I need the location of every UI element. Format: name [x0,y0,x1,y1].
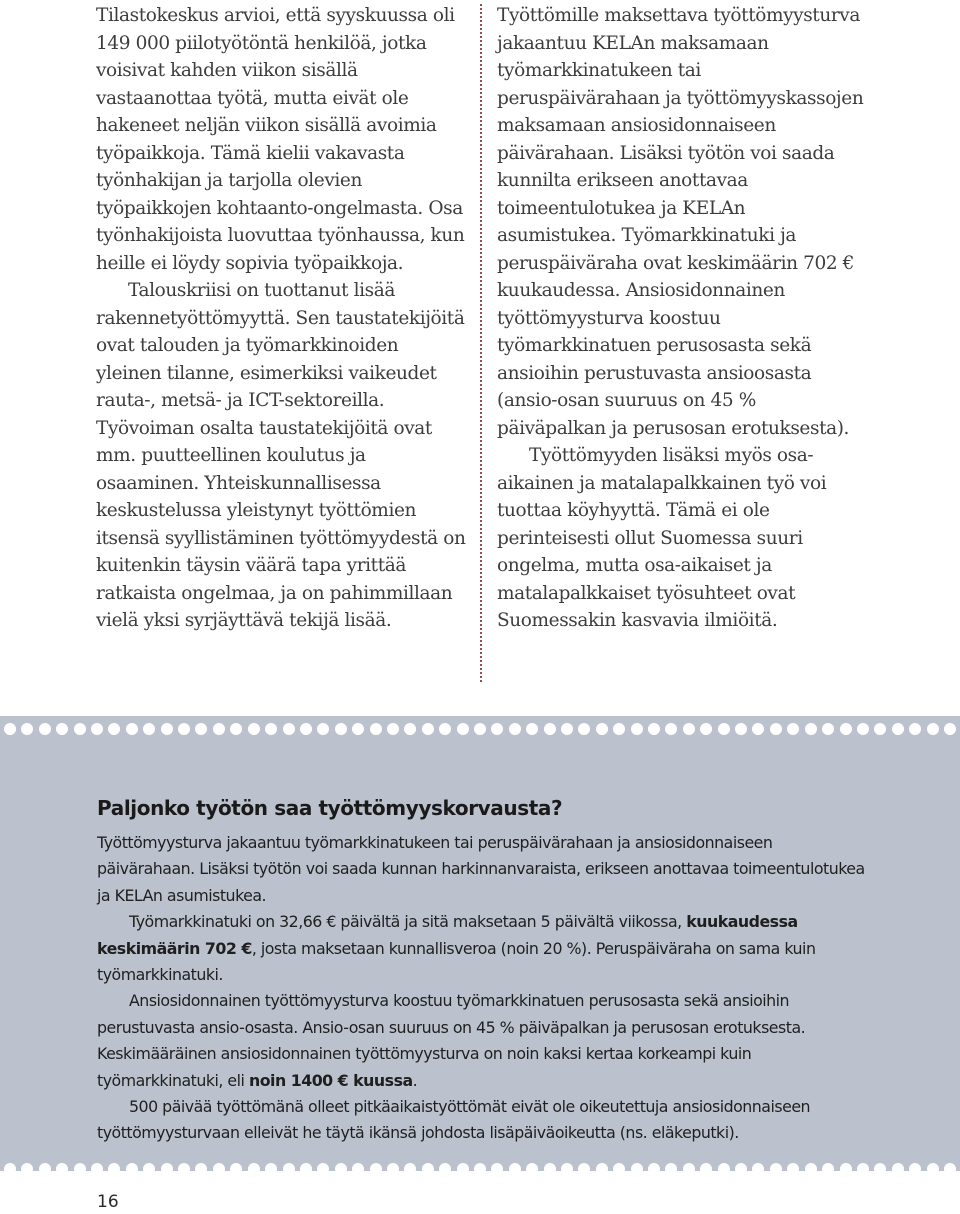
perforation-dot [4,723,16,735]
perforation-dot [927,1163,939,1175]
perforation-dot [178,723,190,735]
perforation-dot [665,723,677,735]
right-paragraph-2: Työttömyyden lisäksi myös osa-aikainen ja matalapalkkainen työ voi tuottaa köyhyyttä. Tämä ei ole perinteisesti ollut Suomessa suuri ongelma, mutta osa-aikaiset ja matalapalkkaiset työsuhteet ovat Suomessakin kasvavia ilmiöitä. [497,445,827,631]
perforation-dot [735,1163,747,1175]
box-paragraph-3 [97,988,867,1094]
perforation-dot [422,1163,434,1175]
perforation-dot [161,723,173,735]
left-paragraph-1: Tilastokeskus arvioi, että syyskuussa oli 149 000 piilotyötöntä henkilöä, jotka voisivat kahden viikon sisällä vastaanottaa työtä, mutta eivät ole hakeneet neljän viikon sisällä avoimia työpaikkoja. Tämä kielii vakavasta työnhakijan ja tarjolla olevien työpaikkojen kohtaanto-ongelmasta. Osa työnhakijoista luovuttaa työnhaussa, kun heille ei löydy sopivia työpaikkoja. [96,5,465,274]
perforation-dot [944,723,956,735]
perforation-dot [544,723,556,735]
perforation-dot [370,723,382,735]
box-body [97,830,867,1147]
perforation-dot [248,723,260,735]
perforation-dot [613,723,625,735]
perforation-dot [787,1163,799,1175]
perforation-dot [526,723,538,735]
perforation-dot [195,1163,207,1175]
perforation-dot [39,723,51,735]
perforation-dot [509,1163,521,1175]
right-paragraph-1: Työttömille maksettava työttömyysturva jakaantuu KELAn maksamaan työmarkkinatukeen tai peruspäivärahaan ja työttömyyskassojen maksamaan ansiosidonnaiseen päivärahaan. Lisäksi työtön voi saada kunnilta erikseen anottavaa toimeentulotukea ja KELAn asumistukea. Työmarkkinatuki ja peruspäiväraha ovat keskimäärin 702 € kuukaudessa. Ansiosidonnainen työttömyysturva koostuu työmarkkinatuen perusosasta sekä ansioihin perustuvasta ansioosasta (ansio-osan suuruus on 45 % päiväpalkan ja perusosan erotuksesta). [497,5,864,439]
perforation-dot [927,723,939,735]
perforation-dot [613,1163,625,1175]
perforation-dot [230,1163,242,1175]
perforation-dot [491,1163,503,1175]
perforation-dot [509,723,521,735]
perforation-dot [370,1163,382,1175]
perforation-dot [892,723,904,735]
perforation-dot [161,1163,173,1175]
perforation-dot [857,723,869,735]
perforation-dot [126,1163,138,1175]
perforation-dot [265,723,277,735]
perforation-dot [230,723,242,735]
box-p2-text-a: Työmarkkinatuki on 32,66 € päivältä ja sitä maksetaan 5 päivältä viikossa, [129,912,687,932]
perforation-dot [195,723,207,735]
perforation-dot [735,723,747,735]
perforation-dot [683,1163,695,1175]
perforation-dot [752,1163,764,1175]
perforation-dot [752,723,764,735]
perforation-dot [491,723,503,735]
perforation-dot [561,1163,573,1175]
perforation-dot [718,1163,730,1175]
perforation-dot [4,1163,16,1175]
perforation-dot [21,723,33,735]
perforation-dot [770,1163,782,1175]
box-p3-text-a: Ansiosidonnainen työttömyysturva koostuu työmarkkinatuen perusosasta sekä ansioihin perustuvasta ansio-osasta. Ansio-osan suuruus on 45 % päiväpalkan ja perusosan erotuksesta. Keskimääräinen ansiosidonnainen työttömyysturva on noin kaksi kertaa korkeampi kuin työmarkkinatuki, eli [97,991,806,1090]
perforation-dot [404,723,416,735]
perforation-dot [317,723,329,735]
perforation-dot [248,1163,260,1175]
perforation-dot [874,1163,886,1175]
perforation-dot [770,723,782,735]
box-paragraph-4: 500 päivää työttömänä olleet pitkäaikaistyöttömät eivät ole oikeutettuja ansiosidonnaiseen työttömyysturvaan elleivät he täytä ikänsä johdosta lisäpäiväoikeutta (ns. eläkeputki). [97,1097,811,1143]
perforation-dot [335,1163,347,1175]
perforation-dot [352,723,364,735]
perforation-dot [909,1163,921,1175]
perforation-dot [439,723,451,735]
perforation-dot [526,1163,538,1175]
perforation-dot [578,1163,590,1175]
perforation-dot [56,723,68,735]
perforation-dot [596,723,608,735]
left-column [96,2,468,635]
perforation-dot [631,723,643,735]
perforation-dot [21,1163,33,1175]
right-column [497,2,869,635]
perforation-dot [74,723,86,735]
perforation-dot [143,723,155,735]
perforation-dot [457,723,469,735]
perforation-dot [857,1163,869,1175]
perforation-dot [387,1163,399,1175]
perforation-dot [39,1163,51,1175]
box-p3-text-b: . [412,1070,418,1090]
perforation-dot [300,1163,312,1175]
perforation-dot [805,723,817,735]
perforation-dot [665,1163,677,1175]
perforation-dot [631,1163,643,1175]
perforation-dot [74,1163,86,1175]
perforation-dot [317,1163,329,1175]
perforation-dot [700,1163,712,1175]
box-title: Paljonko työtön saa työttömyyskorvausta? [97,796,563,820]
perforation-dot [700,723,712,735]
box-p2-bold: kuukaudessa keskimäärin 702 € [97,912,798,958]
perforation-dot [283,723,295,735]
perforation-dot [178,1163,190,1175]
perforation-dot [283,1163,295,1175]
perforation-dot [683,723,695,735]
perforation-dot [91,1163,103,1175]
perforation-dot [213,1163,225,1175]
perforation-dot [578,723,590,735]
page-number: 16 [97,1192,119,1212]
perforation-dot [596,1163,608,1175]
perforation-dot [143,1163,155,1175]
left-paragraph-2: Talouskriisi on tuottanut lisää rakennetyöttömyyttä. Sen taustatekijöitä ovat talouden ja työmarkkinoiden yleinen tilanne, esimerkiksi vaikeudet rauta-, metsä- ja ICT-sektoreilla. Työvoiman osalta taustatekijöitä ovat mm. puutteellinen koulutus ja osaaminen. Yhteiskunnallisessa keskustelussa yleistynyt työttömien itsensä syyllistäminen työttömyydestä on kuitenkin täysin väärä tapa yrittää ratkaista ongelmaa, ja on pahimmillaan vielä yksi syrjäyttävä tekijä lisää. [96,280,466,631]
perforation-dot [91,723,103,735]
perforation-dot [874,723,886,735]
perforation-dot [56,1163,68,1175]
perforation-dot [561,723,573,735]
box-bottom-perforation [0,1162,960,1176]
perforation-dot [265,1163,277,1175]
perforation-dot [840,1163,852,1175]
perforation-dot [457,1163,469,1175]
perforation-dot [404,1163,416,1175]
box-p3-bold: noin 1400 € kuussa [248,1070,413,1090]
box-top-perforation [0,722,960,736]
perforation-dot [648,723,660,735]
perforation-dot [840,723,852,735]
perforation-dot [805,1163,817,1175]
perforation-dot [422,723,434,735]
perforation-dot [787,723,799,735]
box-paragraph-2 [97,909,867,988]
perforation-dot [474,723,486,735]
perforation-dot [439,1163,451,1175]
perforation-dot [387,723,399,735]
perforation-dot [474,1163,486,1175]
box-p2-text-b: , josta maksetaan kunnallisveroa (noin 20 %). Peruspäiväraha on sama kuin työmarkkinatuki. [97,938,816,985]
perforation-dot [822,1163,834,1175]
perforation-dot [822,723,834,735]
perforation-dot [335,723,347,735]
perforation-dot [213,723,225,735]
perforation-dot [126,723,138,735]
perforation-dot [718,723,730,735]
column-divider [480,4,482,682]
perforation-dot [108,723,120,735]
perforation-dot [108,1163,120,1175]
box-paragraph-1: Työttömyysturva jakaantuu työmarkkinatukeen tai peruspäivärahaan ja ansiosidonnaiseen päivärahaan. Lisäksi työtön voi saada kunnan harkinnanvaraista, erikseen anottavaa toimeentulotukea ja KELAn asumistukea. [97,833,865,905]
perforation-dot [648,1163,660,1175]
perforation-dot [909,723,921,735]
perforation-dot [944,1163,956,1175]
perforation-dot [300,723,312,735]
perforation-dot [352,1163,364,1175]
perforation-dot [544,1163,556,1175]
perforation-dot [892,1163,904,1175]
